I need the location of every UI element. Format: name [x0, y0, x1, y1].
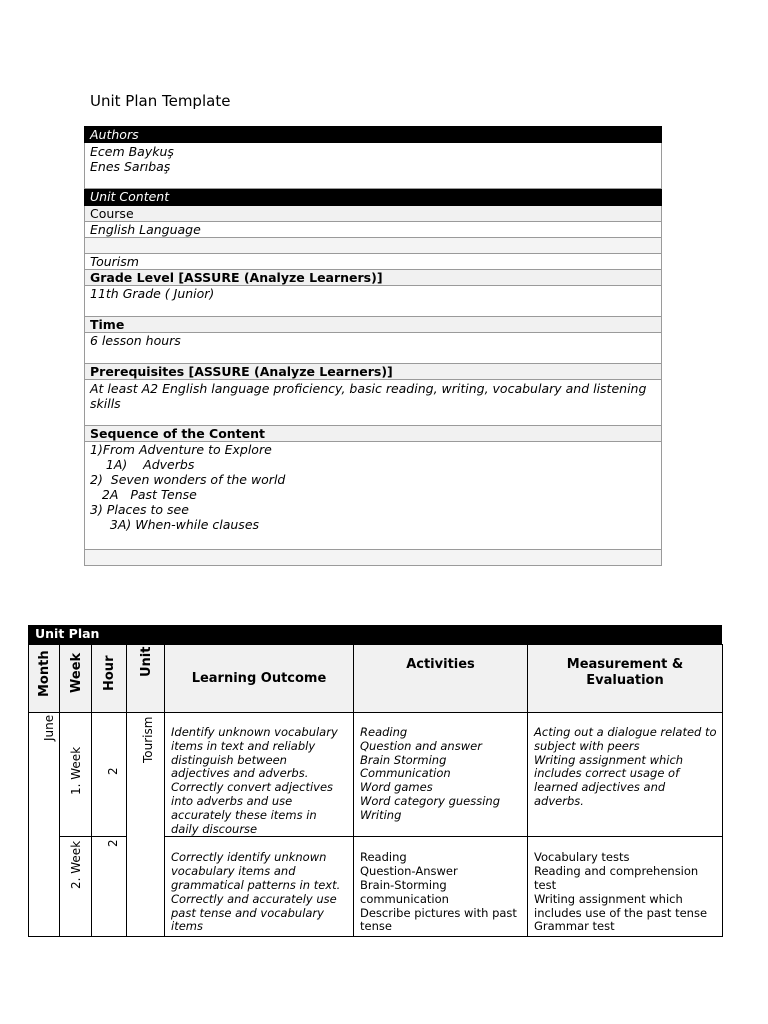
activities-cell [354, 837, 528, 937]
measurement-line: includes use of the past tense [534, 905, 708, 920]
outcome-line: items in text and reliably [171, 738, 316, 753]
hour-cell [92, 713, 127, 837]
hour-header [92, 645, 127, 713]
week-cell [60, 713, 92, 837]
outcome-line: adjectives and adverbs. [171, 766, 309, 781]
prerequisites-label: Prerequisites [ASSURE (Analyze Learners)] [84, 364, 662, 380]
unit-plan-header: Unit Plan [28, 625, 722, 644]
table-row [29, 713, 723, 837]
empty-row [84, 238, 662, 254]
week-header-label: Week [69, 652, 84, 693]
activity-line: Question and answer [360, 738, 482, 753]
activity-line: Communication [360, 766, 451, 781]
time-value: 6 lesson hours [84, 333, 662, 364]
authors-header: Authors [84, 126, 662, 143]
activity-line: Writing [360, 807, 402, 822]
prerequisites-value [84, 380, 662, 426]
prerequisites-line: At least A2 English language proficiency, basic reading, writing, vocabulary and listening [90, 381, 647, 396]
activity-line: Reading [360, 725, 408, 739]
measurement-line: test [534, 877, 557, 892]
hour-value: 2 [106, 767, 120, 775]
sequence-item: 2) Seven wonders of the world [90, 472, 286, 487]
sequence-label: Sequence of the Content [84, 426, 662, 442]
sequence-content [84, 442, 662, 550]
learning-outcome-cell [165, 837, 354, 937]
week-header [60, 645, 92, 713]
grade-level-value: 11th Grade ( Junior) [84, 286, 662, 317]
outcome-line: past tense and vocabulary [171, 905, 324, 920]
course-value: English Language [84, 222, 662, 238]
month-cell [29, 713, 60, 937]
activity-line: Word games [360, 780, 433, 795]
measurement-line: Reading and comprehension [534, 864, 699, 879]
activity-line: Word category guessing [360, 793, 500, 808]
measurement-line: adverbs. [534, 793, 584, 808]
measurement-line: Acting out a dialogue related to [534, 725, 717, 739]
activities-cell [354, 713, 528, 837]
sequence-item: 3A) When-while clauses [90, 517, 260, 532]
sequence-item: 2A Past Tense [90, 487, 197, 502]
time-label: Time [84, 317, 662, 333]
unit-header-label: Unit [139, 646, 154, 677]
table-header-row [29, 645, 723, 713]
outcome-line: items [171, 919, 203, 934]
hour-cell [92, 837, 127, 937]
empty-row [84, 550, 662, 566]
outcome-line: Identify unknown vocabulary [171, 725, 338, 739]
week-cell [60, 837, 92, 937]
measurement-cell [528, 713, 723, 837]
sequence-item: 3) Places to see [90, 502, 189, 517]
outcome-line: distinguish between [171, 752, 287, 767]
outcome-line: Correctly convert adjectives [171, 780, 334, 795]
sequence-item: 1)From Adventure to Explore [90, 442, 272, 457]
measurement-label: Evaluation [586, 673, 664, 688]
month-value: June [42, 714, 56, 741]
measurement-label: Measurement & [566, 657, 684, 672]
measurement-line: subject with peers [534, 738, 640, 753]
author-name: Ecem Baykuş [90, 144, 174, 159]
author-name: Enes Sarıbaş [90, 159, 171, 174]
measurement-line: learned adjectives and [534, 780, 666, 795]
sequence-item: 1A) Adverbs [90, 457, 195, 472]
month-header-label: Month [37, 650, 52, 697]
unit-name: Tourism [84, 254, 662, 270]
measurement-line: Vocabulary tests [534, 850, 630, 865]
course-label: Course [84, 206, 662, 222]
outcome-line: daily discourse [171, 821, 258, 836]
week-value: 2. Week [69, 841, 83, 890]
prerequisites-line: skills [90, 396, 121, 411]
activity-line: Describe pictures with past [360, 905, 517, 920]
activity-line: Question-Answer [360, 864, 458, 879]
activities-label: Activities [406, 657, 475, 672]
learning-outcome-header [165, 645, 354, 713]
unit-content-header: Unit Content [84, 189, 662, 206]
month-header [29, 645, 60, 713]
measurement-line: Grammar test [534, 919, 615, 934]
authors-cell [84, 143, 662, 189]
activity-line: Reading [360, 850, 407, 865]
hour-header-label: Hour [102, 655, 117, 691]
learning-outcome-cell [165, 713, 354, 837]
unit-value: Tourism [141, 716, 155, 763]
measurement-line: Writing assignment which [534, 752, 684, 767]
measurement-line: includes correct usage of [534, 766, 680, 781]
grade-level-label: Grade Level [ASSURE (Analyze Learners)] [84, 270, 662, 286]
measurement-cell [528, 837, 723, 937]
measurement-header [528, 645, 723, 713]
outcome-line: Correctly identify unknown [171, 850, 327, 865]
unit-header [127, 645, 165, 713]
outcome-line: vocabulary items and [171, 864, 296, 879]
activity-line: tense [360, 919, 392, 934]
hour-value: 2 [106, 839, 120, 848]
outcome-line: accurately these items in [171, 807, 317, 822]
activity-line: Brain-Storming [360, 877, 447, 892]
activity-line: communication [360, 891, 449, 906]
measurement-line: Writing assignment which [534, 891, 683, 906]
unit-cell [127, 713, 165, 937]
activity-line: Brain Storming [360, 752, 447, 767]
unit-plan-table [28, 625, 722, 937]
outcome-line: Correctly and accurately use [171, 891, 337, 906]
outcome-line: grammatical patterns in text. [171, 877, 341, 892]
activities-header [354, 645, 528, 713]
outcome-line: into adverbs and use [171, 793, 293, 808]
week-value: 1. Week [69, 746, 83, 795]
unit-info-form [84, 126, 662, 566]
learning-outcome-label: Learning Outcome [191, 671, 327, 686]
page-title: Unit Plan Template [90, 92, 231, 110]
